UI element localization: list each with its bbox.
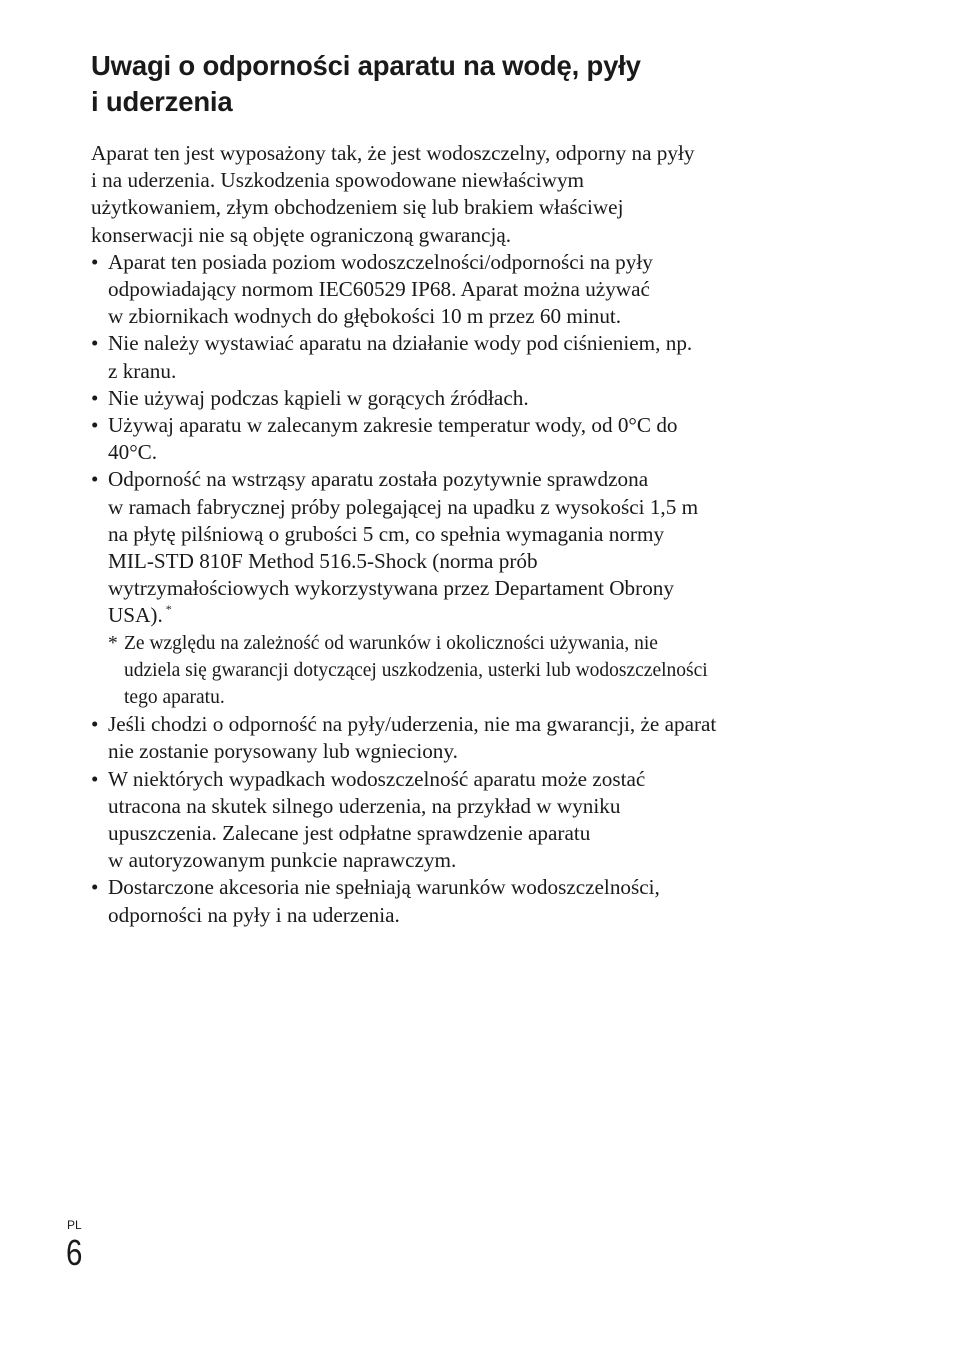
list-item-line: w autoryzowanym punkcie naprawczym. — [108, 848, 457, 873]
footnote-line: Ze względu na zależność od warunków i okoliczności używania, nie — [124, 632, 658, 654]
list-item-line: • Jeśli chodzi o odporność na pyły/uderzenia, nie ma gwarancji, że aparat — [108, 712, 717, 737]
list-item-line: z kranu. — [108, 358, 177, 383]
list-item-line: odpowiadający normom IEC60529 IP68. Aparat można używać — [108, 277, 650, 302]
intro-line: i na uderzenia. Uszkodzenia spowodowane niewłaściwym — [91, 168, 585, 193]
list-item — [91, 330, 851, 384]
list-item-line: • Używaj aparatu w zalecanym zakresie temperatur wody, od 0°C do — [108, 413, 678, 438]
list-item-line — [108, 602, 851, 629]
list-item-line: • W niektórych wypadkach wodoszczelność aparatu może zostać — [108, 766, 646, 791]
list-item-line: w ramach fabrycznej próby polegającej na upadku z wysokości 1,5 m — [108, 494, 699, 519]
list-item-line: • Dostarczone akcesoria nie spełniają warunków wodoszczelności, — [108, 875, 660, 900]
list-item-line: 40°C. — [108, 440, 158, 465]
list-item — [91, 249, 851, 331]
footnote — [108, 630, 851, 712]
list-item-line: wytrzymałościowych wykorzystywana przez Departament Obrony — [108, 576, 674, 601]
list-item — [91, 711, 851, 765]
intro-line: Aparat ten jest wyposażony tak, że jest wodoszczelny, odporny na pyły — [91, 141, 695, 165]
footnote-marker: * — [165, 602, 172, 617]
list-item-line: upuszczenia. Zalecane jest odpłatne sprawdzenie aparatu — [108, 821, 591, 846]
page-title — [91, 48, 851, 120]
list-item-line: MIL-STD 810F Method 516.5-Shock (norma prób — [108, 549, 538, 574]
list-item-line: • Odporność na wstrząsy aparatu została pozytywnie sprawdzona — [108, 467, 649, 492]
list-item — [91, 874, 851, 928]
page-number: 6 — [66, 1232, 83, 1273]
page-title-line-2: i uderzenia — [91, 86, 233, 117]
intro-line: konserwacji nie są objęte ograniczoną gwarancją. — [91, 222, 512, 247]
list-item — [91, 412, 851, 466]
list-item — [91, 766, 851, 875]
list-item-line: • Nie używaj podczas kąpieli w gorących źródłach. — [108, 385, 529, 410]
intro-paragraph — [91, 140, 851, 249]
list-item — [91, 466, 851, 711]
list-item-line: • Nie należy wystawiać aparatu na działanie wody pod ciśnieniem, np. — [108, 331, 693, 356]
list-item-line: odporności na pyły i na uderzenia. — [108, 902, 400, 927]
footnote-line: tego aparatu. — [124, 687, 225, 709]
list-item — [91, 385, 851, 412]
notes-list — [91, 249, 851, 929]
page-content — [91, 48, 851, 929]
list-item-line: na płytę pilśniową o grubości 5 cm, co spełnia wymagania normy — [108, 521, 665, 546]
list-item-line: utracona na skutek silnego uderzenia, na przykład w wyniku — [108, 793, 621, 818]
footnote-star: * — [108, 632, 118, 654]
list-item-line: • Aparat ten posiada poziom wodoszczelności/odporności na pyły — [108, 249, 653, 274]
page-footer — [66, 1218, 106, 1272]
intro-line: użytkowaniem, złym obchodzeniem się lub brakiem właściwej — [91, 195, 624, 220]
body-text — [91, 140, 851, 929]
footnote-line: udziela się gwarancji dotyczącej uszkodzenia, usterki lub wodoszczelności — [124, 659, 708, 681]
language-code: PL — [67, 1218, 82, 1232]
list-item-line: nie zostanie porysowany lub wgnieciony. — [108, 739, 458, 764]
list-item-line: w zbiornikach wodnych do głębokości 10 m przez 60 minut. — [108, 304, 622, 329]
list-item-line-text: USA). — [108, 603, 163, 628]
page-title-line-1: Uwagi o odporności aparatu na wodę, pyły — [91, 50, 641, 81]
